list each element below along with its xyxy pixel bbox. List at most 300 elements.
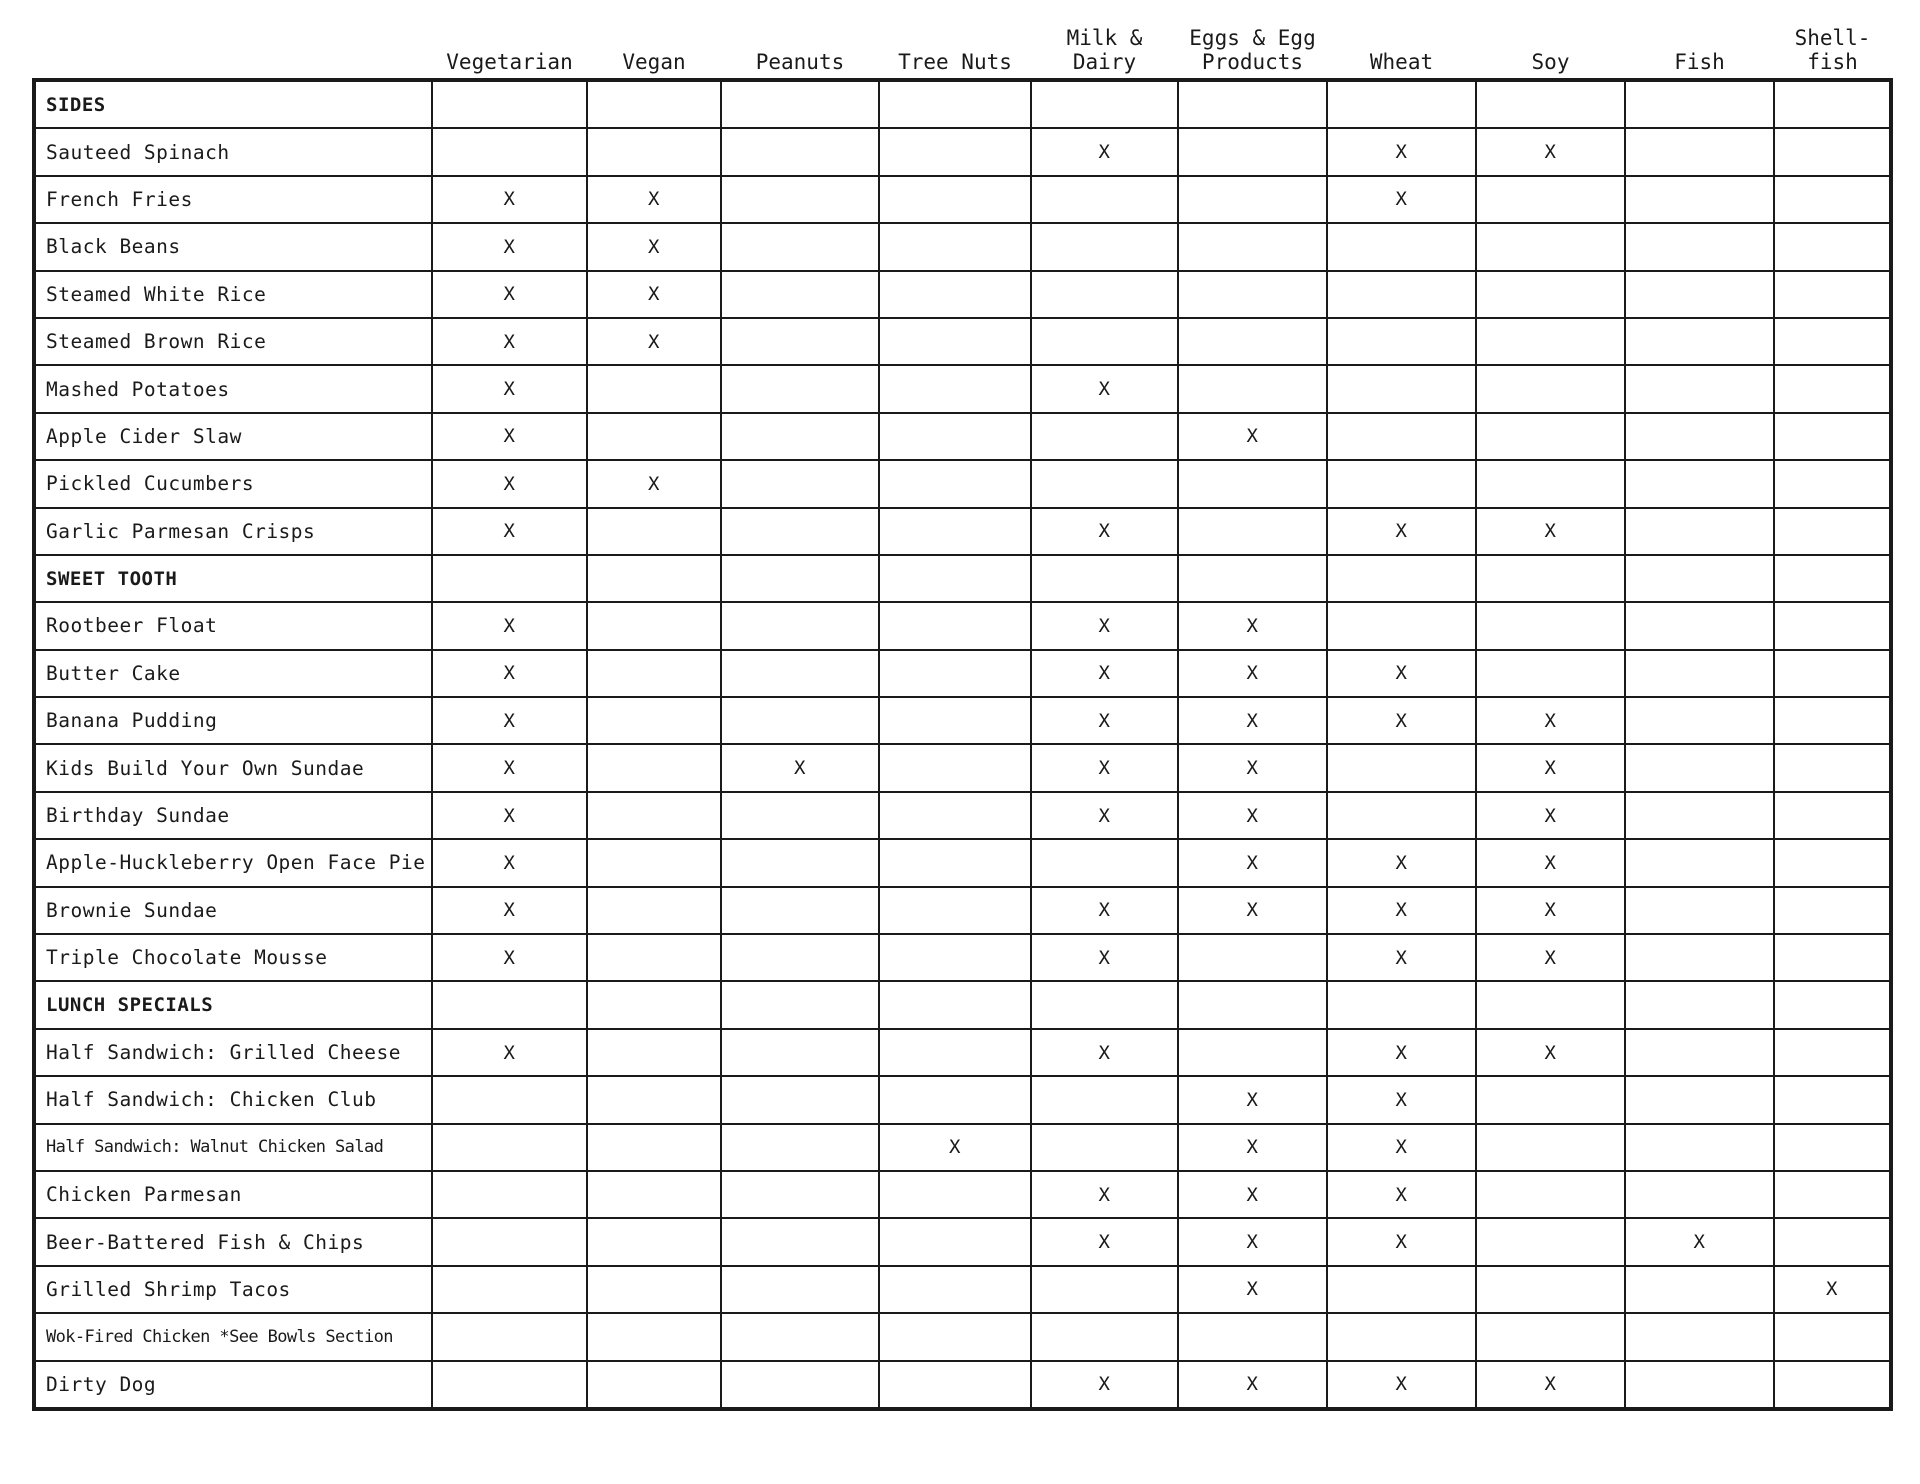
empty-cell	[1774, 223, 1891, 270]
empty-cell	[879, 1029, 1031, 1076]
empty-cell	[1476, 223, 1625, 270]
empty-cell	[1476, 1076, 1625, 1123]
menu-item-name: Birthday Sundae	[34, 792, 432, 839]
section-row	[34, 80, 1891, 128]
menu-item-name: Kids Build Your Own Sundae	[34, 744, 432, 791]
empty-cell	[879, 1218, 1031, 1265]
empty-cell	[1178, 365, 1327, 412]
allergen-mark: X	[879, 1124, 1031, 1171]
empty-cell	[721, 223, 879, 270]
empty-cell	[879, 744, 1031, 791]
empty-cell	[879, 887, 1031, 934]
menu-item-name: Grilled Shrimp Tacos	[34, 1266, 432, 1313]
empty-cell	[879, 176, 1031, 223]
empty-cell	[721, 460, 879, 507]
empty-cell	[1625, 1313, 1774, 1360]
empty-cell	[721, 271, 879, 318]
empty-cell	[1774, 650, 1891, 697]
empty-cell	[879, 318, 1031, 365]
empty-cell	[1774, 365, 1891, 412]
allergen-mark: X	[432, 934, 587, 981]
empty-cell	[1625, 1124, 1774, 1171]
empty-cell	[721, 80, 879, 128]
allergen-mark: X	[432, 508, 587, 555]
menu-item-name: Beer-Battered Fish & Chips	[34, 1218, 432, 1265]
empty-cell	[432, 128, 587, 175]
menu-item-name: Triple Chocolate Mousse	[34, 934, 432, 981]
allergen-mark: X	[587, 223, 721, 270]
allergen-mark: X	[432, 318, 587, 365]
allergen-mark: X	[1178, 839, 1327, 886]
empty-cell	[1625, 176, 1774, 223]
empty-cell	[1774, 792, 1891, 839]
menu-item-name: Half Sandwich: Chicken Club	[34, 1076, 432, 1123]
empty-cell	[1625, 271, 1774, 318]
empty-cell	[1327, 744, 1476, 791]
empty-cell	[1625, 744, 1774, 791]
empty-cell	[1178, 508, 1327, 555]
empty-cell	[432, 1076, 587, 1123]
empty-cell	[432, 1124, 587, 1171]
allergen-mark: X	[1031, 697, 1178, 744]
empty-cell	[879, 365, 1031, 412]
empty-cell	[1031, 460, 1178, 507]
empty-cell	[721, 650, 879, 697]
allergen-mark: X	[1327, 1361, 1476, 1409]
allergen-mark: X	[1476, 128, 1625, 175]
allergen-mark: X	[432, 697, 587, 744]
empty-cell	[587, 508, 721, 555]
empty-cell	[587, 1029, 721, 1076]
allergen-mark: X	[1327, 128, 1476, 175]
allergen-mark: X	[1031, 1361, 1178, 1409]
column-header-soy: Soy	[1476, 18, 1625, 80]
empty-cell	[1625, 887, 1774, 934]
menu-item-name: Rootbeer Float	[34, 602, 432, 649]
empty-cell	[721, 981, 879, 1028]
allergen-mark: X	[1178, 1076, 1327, 1123]
empty-cell	[1774, 1029, 1891, 1076]
table-row	[34, 887, 1891, 934]
empty-cell	[1327, 602, 1476, 649]
allergen-mark: X	[1178, 792, 1327, 839]
table-row	[34, 744, 1891, 791]
empty-cell	[1476, 318, 1625, 365]
empty-cell	[1031, 1266, 1178, 1313]
empty-cell	[1625, 1361, 1774, 1409]
allergen-mark: X	[1327, 934, 1476, 981]
empty-cell	[721, 176, 879, 223]
empty-cell	[1774, 318, 1891, 365]
empty-cell	[432, 1361, 587, 1409]
menu-item-name: Mashed Potatoes	[34, 365, 432, 412]
allergen-mark: X	[1031, 602, 1178, 649]
empty-cell	[1476, 80, 1625, 128]
empty-cell	[721, 1029, 879, 1076]
table-row	[34, 1218, 1891, 1265]
empty-cell	[1476, 413, 1625, 460]
section-heading: LUNCH SPECIALS	[34, 981, 432, 1028]
allergen-mark: X	[1178, 1266, 1327, 1313]
empty-cell	[432, 80, 587, 128]
empty-cell	[721, 555, 879, 602]
allergen-mark: X	[1327, 1029, 1476, 1076]
empty-cell	[879, 602, 1031, 649]
table-row	[34, 176, 1891, 223]
empty-cell	[879, 413, 1031, 460]
empty-cell	[587, 650, 721, 697]
allergen-mark: X	[432, 602, 587, 649]
allergen-mark: X	[1178, 1124, 1327, 1171]
empty-cell	[1327, 1313, 1476, 1360]
empty-cell	[879, 1076, 1031, 1123]
allergen-mark: X	[432, 223, 587, 270]
empty-cell	[1476, 1171, 1625, 1218]
empty-cell	[587, 1313, 721, 1360]
allergen-mark: X	[587, 460, 721, 507]
empty-cell	[879, 839, 1031, 886]
empty-cell	[1476, 271, 1625, 318]
menu-item-name: Steamed Brown Rice	[34, 318, 432, 365]
empty-cell	[587, 1171, 721, 1218]
allergen-mark: X	[1178, 602, 1327, 649]
empty-cell	[1031, 981, 1178, 1028]
empty-cell	[1327, 80, 1476, 128]
allergen-mark: X	[1327, 650, 1476, 697]
allergen-mark: X	[1476, 839, 1625, 886]
allergen-mark: X	[1031, 1218, 1178, 1265]
table-row	[34, 365, 1891, 412]
empty-cell	[1031, 223, 1178, 270]
empty-cell	[587, 80, 721, 128]
allergen-mark: X	[1178, 887, 1327, 934]
empty-cell	[879, 934, 1031, 981]
column-header-fish: Fish	[1625, 18, 1774, 80]
empty-cell	[879, 1171, 1031, 1218]
menu-item-name: Sauteed Spinach	[34, 128, 432, 175]
empty-cell	[587, 934, 721, 981]
empty-cell	[432, 1313, 587, 1360]
allergen-mark: X	[1327, 1124, 1476, 1171]
empty-cell	[1031, 555, 1178, 602]
empty-cell	[721, 839, 879, 886]
table-row	[34, 934, 1891, 981]
empty-cell	[721, 318, 879, 365]
allergen-mark: X	[1327, 887, 1476, 934]
empty-cell	[1476, 1218, 1625, 1265]
empty-cell	[432, 1266, 587, 1313]
allergen-mark: X	[1031, 1171, 1178, 1218]
table-row	[34, 318, 1891, 365]
empty-cell	[1178, 981, 1327, 1028]
allergen-mark: X	[432, 792, 587, 839]
empty-cell	[1625, 223, 1774, 270]
empty-cell	[1625, 1171, 1774, 1218]
allergen-mark: X	[1327, 176, 1476, 223]
empty-cell	[1476, 650, 1625, 697]
empty-cell	[721, 792, 879, 839]
empty-cell	[721, 1218, 879, 1265]
empty-cell	[721, 508, 879, 555]
table-row	[34, 508, 1891, 555]
allergen-mark: X	[432, 271, 587, 318]
empty-cell	[1031, 839, 1178, 886]
empty-cell	[1178, 271, 1327, 318]
empty-cell	[1327, 318, 1476, 365]
allergen-mark: X	[1327, 1171, 1476, 1218]
empty-cell	[587, 128, 721, 175]
allergen-chart	[32, 18, 1889, 1411]
column-header-milk-dairy: Milk & Dairy	[1031, 18, 1178, 80]
column-header-vegan: Vegan	[587, 18, 721, 80]
empty-cell	[1625, 365, 1774, 412]
empty-cell	[587, 365, 721, 412]
menu-item-name: Dirty Dog	[34, 1361, 432, 1409]
empty-cell	[721, 1171, 879, 1218]
table-row	[34, 460, 1891, 507]
allergen-mark: X	[1178, 744, 1327, 791]
table-row	[34, 271, 1891, 318]
allergen-mark: X	[432, 839, 587, 886]
allergen-mark: X	[432, 460, 587, 507]
empty-cell	[1774, 508, 1891, 555]
column-header-eggs: Eggs & Egg Products	[1178, 18, 1327, 80]
empty-cell	[721, 934, 879, 981]
allergen-mark: X	[1178, 650, 1327, 697]
empty-cell	[1476, 365, 1625, 412]
empty-cell	[879, 1361, 1031, 1409]
allergen-mark: X	[1774, 1266, 1891, 1313]
empty-cell	[1327, 365, 1476, 412]
empty-cell	[432, 1171, 587, 1218]
allergen-mark: X	[721, 744, 879, 791]
empty-cell	[1031, 1076, 1178, 1123]
empty-cell	[1031, 1313, 1178, 1360]
empty-cell	[587, 413, 721, 460]
empty-cell	[1476, 1266, 1625, 1313]
menu-item-name: Wok-Fired Chicken *See Bowls Section	[34, 1313, 432, 1360]
allergen-mark: X	[1031, 650, 1178, 697]
allergen-mark: X	[1031, 508, 1178, 555]
empty-cell	[1625, 508, 1774, 555]
empty-cell	[879, 650, 1031, 697]
empty-cell	[1031, 271, 1178, 318]
menu-item-name: Apple-Huckleberry Open Face Pie	[34, 839, 432, 886]
empty-cell	[879, 223, 1031, 270]
table-row	[34, 1124, 1891, 1171]
table-body	[34, 80, 1891, 1409]
empty-cell	[1625, 981, 1774, 1028]
table-row	[34, 602, 1891, 649]
empty-cell	[1178, 128, 1327, 175]
empty-cell	[1774, 602, 1891, 649]
allergen-mark: X	[587, 271, 721, 318]
empty-cell	[1774, 555, 1891, 602]
column-header-vegetarian: Vegetarian	[432, 18, 587, 80]
empty-cell	[1774, 981, 1891, 1028]
empty-cell	[1625, 1029, 1774, 1076]
empty-cell	[1178, 1313, 1327, 1360]
allergen-table	[32, 18, 1893, 1411]
empty-cell	[1476, 1313, 1625, 1360]
allergen-mark: X	[1476, 744, 1625, 791]
table-row	[34, 413, 1891, 460]
empty-cell	[1178, 555, 1327, 602]
empty-cell	[721, 602, 879, 649]
empty-cell	[721, 1124, 879, 1171]
empty-cell	[1178, 223, 1327, 270]
empty-cell	[879, 1313, 1031, 1360]
menu-item-name: Half Sandwich: Grilled Cheese	[34, 1029, 432, 1076]
empty-cell	[721, 1313, 879, 1360]
empty-cell	[721, 1266, 879, 1313]
menu-item-name: Banana Pudding	[34, 697, 432, 744]
empty-cell	[1031, 1124, 1178, 1171]
empty-cell	[1178, 934, 1327, 981]
column-header-wheat: Wheat	[1327, 18, 1476, 80]
empty-cell	[1476, 981, 1625, 1028]
empty-cell	[587, 1361, 721, 1409]
table-row	[34, 1361, 1891, 1409]
allergen-mark: X	[1476, 887, 1625, 934]
empty-cell	[879, 80, 1031, 128]
column-header-tree-nuts: Tree Nuts	[879, 18, 1031, 80]
allergen-mark: X	[1031, 934, 1178, 981]
empty-cell	[1476, 460, 1625, 507]
menu-item-name: Half Sandwich: Walnut Chicken Salad	[34, 1124, 432, 1171]
header-blank-cell	[34, 18, 432, 80]
section-row	[34, 555, 1891, 602]
empty-cell	[1327, 1266, 1476, 1313]
menu-item-name: Steamed White Rice	[34, 271, 432, 318]
header-row	[34, 18, 1891, 80]
empty-cell	[1625, 1266, 1774, 1313]
menu-item-name: Chicken Parmesan	[34, 1171, 432, 1218]
empty-cell	[432, 981, 587, 1028]
section-heading: SWEET TOOTH	[34, 555, 432, 602]
empty-cell	[1327, 555, 1476, 602]
empty-cell	[587, 555, 721, 602]
allergen-mark: X	[1327, 1218, 1476, 1265]
empty-cell	[1625, 650, 1774, 697]
allergen-mark: X	[432, 887, 587, 934]
empty-cell	[1031, 413, 1178, 460]
empty-cell	[1774, 697, 1891, 744]
table-row	[34, 1076, 1891, 1123]
menu-item-name: Brownie Sundae	[34, 887, 432, 934]
empty-cell	[1327, 271, 1476, 318]
menu-item-name: Butter Cake	[34, 650, 432, 697]
allergen-mark: X	[1476, 697, 1625, 744]
empty-cell	[1178, 176, 1327, 223]
menu-item-name: Pickled Cucumbers	[34, 460, 432, 507]
allergen-mark: X	[1178, 1218, 1327, 1265]
table-row	[34, 1313, 1891, 1360]
allergen-mark: X	[1178, 413, 1327, 460]
allergen-mark: X	[1178, 697, 1327, 744]
empty-cell	[1031, 80, 1178, 128]
allergen-mark: X	[1178, 1361, 1327, 1409]
empty-cell	[1774, 176, 1891, 223]
empty-cell	[1625, 460, 1774, 507]
empty-cell	[1476, 555, 1625, 602]
empty-cell	[1031, 318, 1178, 365]
empty-cell	[587, 887, 721, 934]
table-row	[34, 697, 1891, 744]
empty-cell	[1774, 934, 1891, 981]
empty-cell	[587, 1124, 721, 1171]
empty-cell	[1625, 839, 1774, 886]
empty-cell	[1774, 413, 1891, 460]
empty-cell	[587, 744, 721, 791]
empty-cell	[1327, 981, 1476, 1028]
empty-cell	[587, 1076, 721, 1123]
menu-item-name: Apple Cider Slaw	[34, 413, 432, 460]
empty-cell	[1774, 839, 1891, 886]
allergen-mark: X	[1031, 887, 1178, 934]
allergen-mark: X	[1327, 1076, 1476, 1123]
empty-cell	[587, 792, 721, 839]
empty-cell	[1178, 1029, 1327, 1076]
column-header-shellfish: Shell- fish	[1774, 18, 1891, 80]
table-row	[34, 650, 1891, 697]
allergen-mark: X	[1625, 1218, 1774, 1265]
allergen-mark: X	[432, 1029, 587, 1076]
column-header-peanuts: Peanuts	[721, 18, 879, 80]
table-row	[34, 223, 1891, 270]
empty-cell	[1774, 271, 1891, 318]
allergen-mark: X	[1031, 128, 1178, 175]
empty-cell	[587, 697, 721, 744]
empty-cell	[1774, 1124, 1891, 1171]
empty-cell	[1625, 792, 1774, 839]
empty-cell	[721, 365, 879, 412]
allergen-mark: X	[1031, 792, 1178, 839]
empty-cell	[1178, 460, 1327, 507]
table-row	[34, 128, 1891, 175]
empty-cell	[721, 1076, 879, 1123]
empty-cell	[1774, 128, 1891, 175]
allergen-mark: X	[1031, 365, 1178, 412]
allergen-mark: X	[432, 650, 587, 697]
empty-cell	[1774, 887, 1891, 934]
table-row	[34, 839, 1891, 886]
empty-cell	[1774, 1218, 1891, 1265]
allergen-mark: X	[1031, 744, 1178, 791]
empty-cell	[1774, 744, 1891, 791]
menu-item-name: Black Beans	[34, 223, 432, 270]
empty-cell	[1327, 460, 1476, 507]
empty-cell	[879, 697, 1031, 744]
allergen-mark: X	[432, 413, 587, 460]
allergen-mark: X	[587, 318, 721, 365]
empty-cell	[1178, 318, 1327, 365]
allergen-mark: X	[432, 176, 587, 223]
empty-cell	[1625, 934, 1774, 981]
empty-cell	[1327, 792, 1476, 839]
table-row	[34, 792, 1891, 839]
allergen-mark: X	[1178, 1171, 1327, 1218]
empty-cell	[1031, 176, 1178, 223]
allergen-mark: X	[1476, 934, 1625, 981]
empty-cell	[721, 1361, 879, 1409]
empty-cell	[1476, 176, 1625, 223]
empty-cell	[879, 1266, 1031, 1313]
allergen-mark: X	[1476, 1361, 1625, 1409]
allergen-mark: X	[432, 365, 587, 412]
empty-cell	[1774, 1313, 1891, 1360]
empty-cell	[1774, 80, 1891, 128]
